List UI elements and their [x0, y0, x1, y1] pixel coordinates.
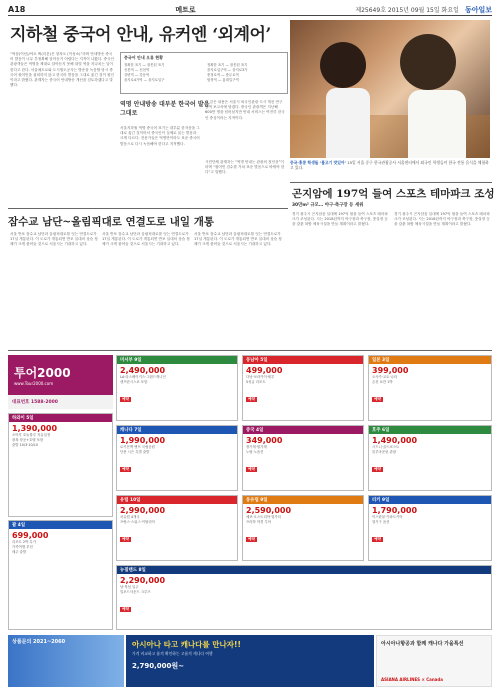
reserve-button[interactable]: 예약 [248, 396, 255, 401]
ad-block[interactable]: 캐나다 7일 1,990,000 로키산맥 밴프 국립공원 단풍 시즌 특별 출발 예약 [116, 425, 238, 491]
ad-canada-banner[interactable]: 아시아나 타고 캐나다를 만나자!! 가격 비교하고 품격 확인하는 고품격 캐나다 여행 2,790,000원~ [126, 635, 374, 687]
article2-subhead: 30만m² 규모… 야구·축구장 등 세워 [292, 203, 364, 208]
reserve-button[interactable]: 예약 [122, 396, 129, 401]
ad-block[interactable]: 일본 3일 399,000 오사카·교토·나라 온천 료칸 1박 예약 [368, 355, 492, 421]
ad-product-banner[interactable]: 상품문의 2021~2060 [8, 635, 124, 687]
photo-caption-text: 15일 서울 중구 한국관광공사 서울센터에서 외국인 학생들이 한국 전통 음식을 체험하고 있다. [290, 160, 489, 171]
ad-block[interactable]: 중국 4일 349,000 장가계·원가계 노팁·노옵션 예약 [242, 425, 364, 491]
ad-block[interactable]: 터키 9일 1,790,000 이스탄불·카파도키아 열기구 옵션 예약 [368, 495, 492, 561]
ad-left-column [8, 355, 113, 630]
asiana-logo: ASIANA AIRLINES × Canada [381, 677, 443, 682]
ad-block[interactable]: 호주 6일 1,490,000 시드니·골드코스트 블루마운틴 관광 예약 [368, 425, 492, 491]
ad-block[interactable]: 뉴질랜드 8일 2,290,000 남·북섬 일주 밀포드사운드 크루즈 예약 [116, 565, 492, 630]
reserve-button[interactable]: 예약 [248, 466, 255, 471]
issue-date: 제25649호 2015년 09월 15일 화요일 [355, 7, 459, 14]
travel-advertisement [0, 355, 500, 691]
info-row: 을지로입구역 — 을지로3가 [207, 68, 248, 72]
article1-col4: 시민단체 관계자는 “역명 안내는 관광의 첫인상”이라며 “원어민 검수를 거쳐 표준 발음으로 바꿔야 한다”고 말했다. [205, 160, 285, 175]
article1-col3: 이 같은 내용은 서울시 외국인관광 도시 개선 연구용역 보고서에 담겼다. 중국인 관광객은 지난해 600만 명을 넘어섰지만 안내 서비스는 여전히 한국인 중심이라는 지적이다. [205, 100, 285, 120]
info-row: 을지로4가역 — 을지로입구 [124, 78, 165, 82]
info-row: 신촌역 — 신천역 [124, 68, 150, 72]
article2-col2: 경기 광주시 곤지암읍 일대에 197억 원을 들여 스포츠 테마파크가 조성된다. 시는 2018년까지 야구장과 축구장, 풋살장 등을 갖춘 복합 체육시설을 만들 계획이라고 밝혔다. [394, 212, 490, 227]
reserve-button[interactable]: 예약 [374, 396, 381, 401]
ad-block[interactable]: 미서부 9일 2,490,000 LA·라스베이거스·그랜드캐니언 샌프란시스코 포함 예약 [116, 355, 238, 421]
photo-caption-title: 중국·홍콩 학생들 ‘불고기 맛있어’ [290, 160, 346, 165]
info-table [120, 52, 288, 94]
ad-block[interactable]: 괌 4일 699,000 리조트 2박 특가 가족여행 추천 매주 출발 [8, 520, 113, 630]
article3-col3: 서울 반포 잠수교 남단과 올림픽대로를 잇는 연결도로가 17일 개통된다. 이 도로가 개통되면 반포 일대의 상습 정체가 크게 줄어들 것으로 서울시는 기대하고 있다. [194, 232, 282, 247]
info-table-title: 중국어 안내 오류 현황 [124, 55, 163, 60]
tour-logo[interactable]: 투어2000 www.Tour2000.com [8, 355, 113, 395]
main-headline: 지하철 중국어 안내, 유커엔 ‘외계어’ [10, 25, 271, 45]
article2-col1: 경기 광주시 곤지암읍 일대에 197억 원을 들여 스포츠 테마파크가 조성된다. 시는 2018년까지 야구장과 축구장, 풋살장 등을 갖춘 복합 체육시설을 만들 계획이라고 밝혔다. [292, 212, 388, 227]
info-row: 합정역 — 홍대입구역 [207, 78, 239, 82]
section-name: 메트로 [175, 5, 196, 14]
tour-phone[interactable]: 대표번호 1588-2000 [8, 395, 113, 409]
reserve-button[interactable]: 예약 [122, 606, 129, 611]
article1-col1: “역삼(이선)/야오 쩌(리본)은 청쟈오 (이성소)”라며 안내방송 중국어 발음이 너무 부정확해 알아듣기 어렵다는 지적이 나왔다. 중국인 관광객들은 역명을 제대로 알아듣지 못해 내릴 역을 지나치는 일이 잦다고 한다. 서울메트로와 도시철도공사는 방송을 녹음할 당시 중국어 원어민을 섭외하지 않고 한국어 발음을 그대로 옮긴 것이 원인이라고 밝혔다. 관계자는 중국어 안내방송 개선을 검토하겠다고 말했다. [10, 52, 114, 88]
photo-caption [290, 160, 490, 171]
ad-block[interactable]: 동유럽 9일 2,590,000 체코·오스트리아·헝가리 프라하 야경 투어 예약 [242, 495, 364, 561]
article1-col2: 서울지하철 역명 중국어 표기는 대부분 한자음을 그대로 옮긴 것이어서 중국인이 실제로 읽는 발음과 크게 다르다. 전문가들은 역명만이라도 표준 중국어 발음으로 다시 녹음해야 한다고 지적했다. [120, 126, 200, 146]
ad-block[interactable]: 하와이 5일 1,390,000 오아후 호놀룰루 자유일정 왕복 항공+호텔 포함 출발 10/3·10/10 [8, 413, 113, 517]
article3-headline: 잠수교 남단~올림픽대로 연결도로 내일 개통 [8, 216, 214, 228]
reserve-button[interactable]: 예약 [374, 536, 381, 541]
info-row: 정확한 표기 — 잘못된 표기 [124, 63, 165, 67]
article3-col1: 서울 반포 잠수교 남단과 올림픽대로를 잇는 연결도로가 17일 개통된다. 이 도로가 개통되면 반포 일대의 상습 정체가 크게 줄어들 것으로 서울시는 기대하고 있다. [10, 232, 98, 247]
info-row: 강변역 — 강동역 [124, 73, 150, 77]
reserve-button[interactable]: 예약 [122, 536, 129, 541]
reserve-button[interactable]: 예약 [374, 466, 381, 471]
page-number: A18 [8, 5, 26, 14]
article2-headline: 곤지암에 197억 들여 스포츠 테마파크 조성 [292, 188, 495, 200]
info-row: 충정로역 — 충무로역 [207, 73, 239, 77]
paper-name: 동아일보 [464, 5, 492, 14]
masthead [8, 4, 492, 16]
ad-block[interactable]: 유럽 10일 2,990,000 서유럽 4개국 프랑스·스위스·이탈리아 예약 [116, 495, 238, 561]
article3-col2: 서울 반포 잠수교 남단과 올림픽대로를 잇는 연결도로가 17일 개통된다. 이 도로가 개통되면 반포 일대의 상습 정체가 크게 줄어들 것으로 서울시는 기대하고 있다. [102, 232, 190, 247]
ad-asiana-banner[interactable]: 아시아나항공과 함께 캐나다 가을특선 ASIANA AIRLINES × Canada [376, 635, 492, 687]
ad-block[interactable]: 동남아 5일 499,000 다낭·보라카이·세부 5성급 리조트 예약 [242, 355, 364, 421]
reserve-button[interactable]: 예약 [122, 466, 129, 471]
reserve-button[interactable]: 예약 [248, 536, 255, 541]
info-row: 정확한 표기 — 잘못된 표기 [207, 63, 248, 67]
article1-subhead: 역명 안내방송 대부분 한국어 발음 그대로 [120, 101, 210, 117]
news-photo [290, 20, 490, 158]
ad-grid [116, 355, 492, 630]
